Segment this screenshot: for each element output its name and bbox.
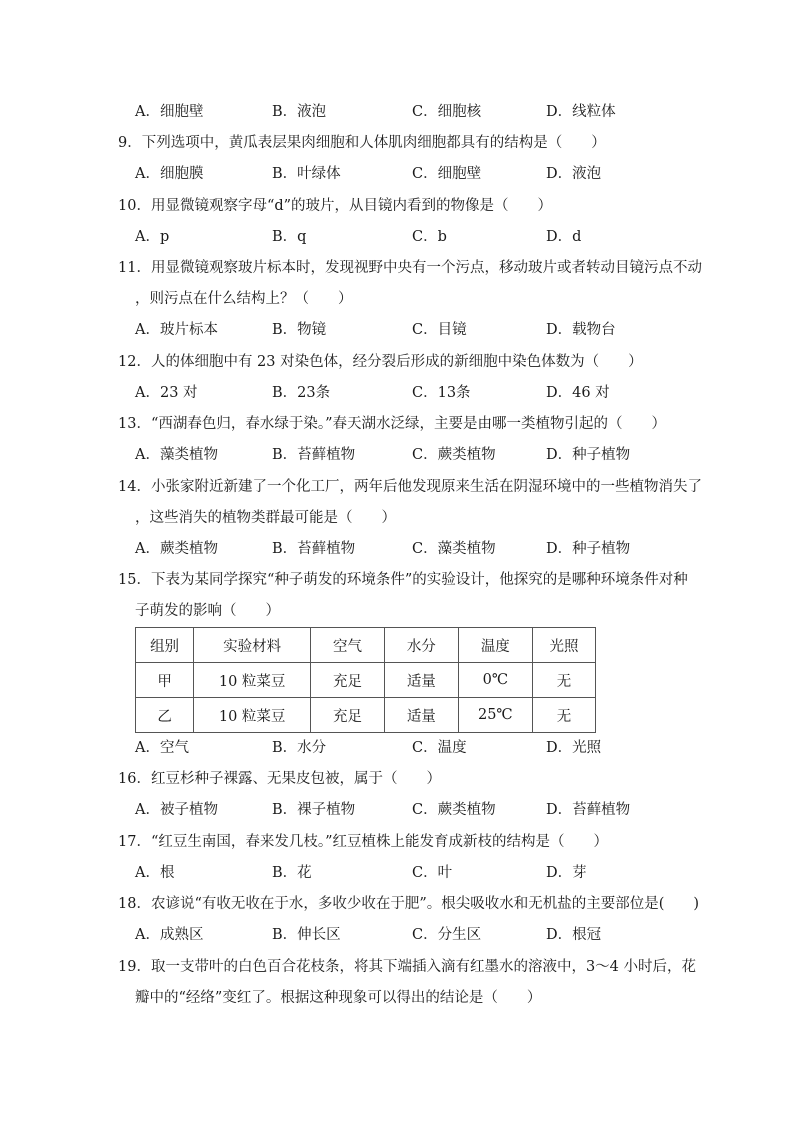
q16-option-a: A．被子植物 [135,802,218,818]
q14-stem-line1: 14．小张家附近新建了一个化工厂，两年后他发现原来生活在阴湿环境中的一些植物消失了 [118,479,702,495]
q14-option-a: A．蕨类植物 [135,541,218,557]
table-cell: 适量 [384,698,458,733]
q10-option-b: B．q [272,229,307,245]
table-cell: 适量 [384,663,458,698]
table-cell: 无 [532,698,595,733]
table-cell: 乙 [136,698,194,733]
q9-option-c: C．细胞壁 [412,166,482,182]
table-header-cell: 组别 [136,628,194,663]
q15-stem-line1: 15．下表为某同学探究“种子萌发的环境条件”的实验设计，他探究的是哪种环境条件对种 [118,572,688,588]
table-header-row [136,628,596,663]
experiment-table [135,627,596,733]
table-cell: 25℃ [458,698,532,733]
q9-stem: 9．下列选项中，黄瓜表层果肉细胞和人体肌肉细胞都具有的结构是（ ） [118,135,606,151]
q14-stem-line2: ，这些消失的植物类群最可能是（ ） [135,510,396,526]
q9-option-d: D．液泡 [546,166,602,182]
q11-stem-line1: 11．用显微镜观察玻片标本时，发现视野中央有一个污点，移动玻片或者转动目镜污点不动 [118,260,702,276]
table-header-cell: 实验材料 [194,628,311,663]
q9-option-a: A．细胞膜 [135,166,204,182]
q12-option-c: C．13条 [412,385,471,401]
q10-option-a: A．p [135,229,170,245]
q13-option-d: D．种子植物 [546,447,631,463]
table-cell: 充足 [311,663,385,698]
table-cell: 0℃ [458,663,532,698]
q14-option-c: C．藻类植物 [412,541,496,557]
q11-option-a: A．玻片标本 [135,322,218,338]
q11-option-b: B．物镜 [272,322,327,338]
q18-option-c: C．分生区 [412,927,482,943]
q13-option-c: C．蕨类植物 [412,447,496,463]
q14-option-b: B．苔藓植物 [272,541,356,557]
table-cell: 充足 [311,698,385,733]
q15-option-b: B．水分 [272,740,327,756]
q18-stem: 18．农谚说“有收无收在于水，多收少收在于肥”。根尖吸收水和无机盐的主要部位是( ) [118,896,700,912]
q8-option-b: B．液泡 [272,104,327,120]
q11-option-d: D．载物台 [546,322,616,338]
q8-option-a: A．细胞壁 [135,104,204,120]
q18-option-a: A．成熟区 [135,927,204,943]
q14-option-d: D．种子植物 [546,541,631,557]
q16-option-b: B．裸子植物 [272,802,356,818]
q18-option-b: B．伸长区 [272,927,341,943]
q11-option-c: C．目镜 [412,322,467,338]
q10-option-d: D．d [546,229,582,245]
q15-option-c: C．温度 [412,740,467,756]
table-row [136,698,596,733]
q9-option-b: B．叶绿体 [272,166,341,182]
q12-option-a: A．23 对 [135,385,198,401]
q13-option-b: B．苔藓植物 [272,447,356,463]
q13-option-a: A．藻类植物 [135,447,218,463]
q11-stem-line2: ，则污点在什么结构上？（ ） [135,291,353,307]
q17-option-c: C．叶 [412,865,453,881]
table-cell: 甲 [136,663,194,698]
q12-option-b: B．23条 [272,385,331,401]
q16-option-d: D．苔藓植物 [546,802,631,818]
q16-stem: 16．红豆杉种子裸露、无果皮包被，属于（ ） [118,771,441,787]
q8-option-d: D．线粒体 [546,104,616,120]
q8-option-c: C．细胞核 [412,104,482,120]
q12-stem: 12．人的体细胞中有 23 对染色体，经分裂后形成的新细胞中染色体数为（ ） [118,354,643,370]
q15-option-d: D．光照 [546,740,602,756]
q19-stem-line1: 19．取一支带叶的白色百合花枝条，将其下端插入滴有红墨水的溶液中，3～4 小时后，花 [118,959,697,975]
q17-stem: 17．“红豆生南国，春来发几枝。”红豆植株上能发育成新枝的结构是（ ） [118,834,609,850]
q15-option-a: A．空气 [135,740,189,756]
q18-option-d: D．根冠 [546,927,602,943]
table-header-cell: 空气 [311,628,385,663]
q17-option-d: D．芽 [546,865,587,881]
table-row [136,663,596,698]
table-header-cell: 光照 [532,628,595,663]
q17-option-a: A．根 [135,865,175,881]
q17-option-b: B．花 [272,865,312,881]
q19-stem-line2: 瓣中的“经络”变红了。根据这种现象可以得出的结论是（ ） [135,990,542,1006]
q10-option-c: C．b [412,229,447,245]
q10-stem: 10．用显微镜观察字母“d”的玻片，从目镜内看到的物像是（ ） [118,198,553,214]
q15-stem-line2: 子萌发的影响（ ） [135,603,280,619]
q16-option-c: C．蕨类植物 [412,802,496,818]
table-header-cell: 温度 [458,628,532,663]
table-cell: 无 [532,663,595,698]
q13-stem: 13．“西湖春色归，春水绿于染。”春天湖水泛绿，主要是由哪一类植物引起的（ ） [118,416,667,432]
q12-option-d: D．46 对 [546,385,610,401]
table-cell: 10 粒菜豆 [194,663,311,698]
table-cell: 10 粒菜豆 [194,698,311,733]
table-header-cell: 水分 [384,628,458,663]
